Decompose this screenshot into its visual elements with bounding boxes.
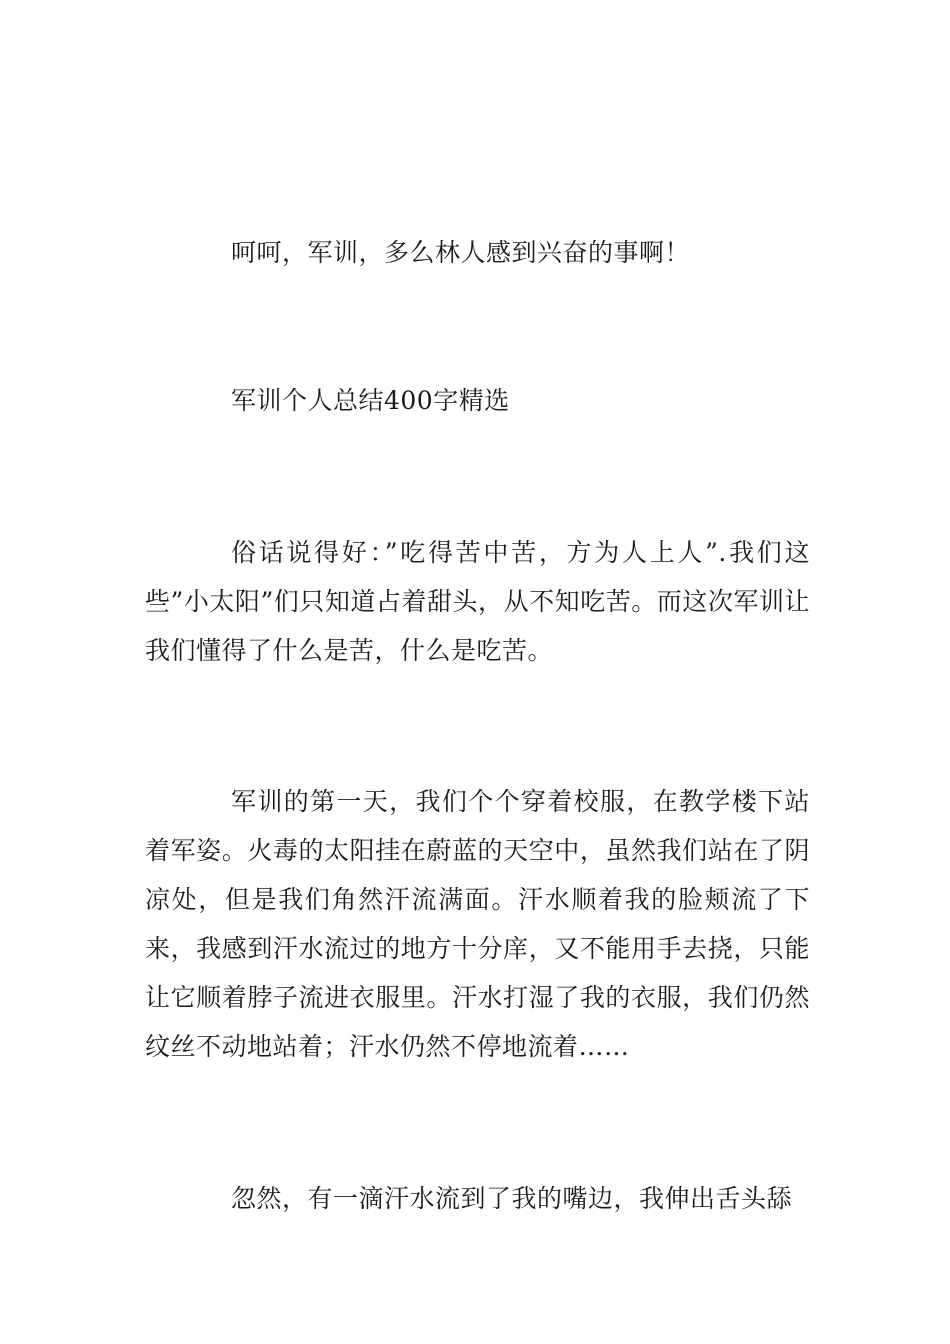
section-title: 军训个人总结400字精选	[231, 386, 510, 415]
paragraph-proverb: 俗话说得好：”吃得苦中苦，方为人上人”.我们这些”小太阳”们只知道占着甜头，从不知吃苦。而这次军训让我们懂得了什么是苦，什么是吃苦。	[145, 538, 810, 665]
paragraph-first-day: 军训的第一天，我们个个穿着校服，在教学楼下站着军姿。火毒的太阳挂在蔚蓝的天空中，虽然我们站在了阴凉处，但是我们角然汗流满面。汗水顺着我的脸颊流了下来，我感到汗水流过的地方十分庠，又不能用手去挠，只能让它顺着脖子流进衣服里。汗水打湿了我的衣服，我们仍然纹丝不动地站着；汗水仍然不停地流着……	[145, 787, 810, 1061]
paragraph-sweat-drop: 忽然，有一滴汗水流到了我的嘴边，我伸出舌头舔	[231, 1184, 793, 1213]
paragraph-intro: 呵呵，军训，多么林人感到兴奋的事啊！	[231, 238, 691, 267]
